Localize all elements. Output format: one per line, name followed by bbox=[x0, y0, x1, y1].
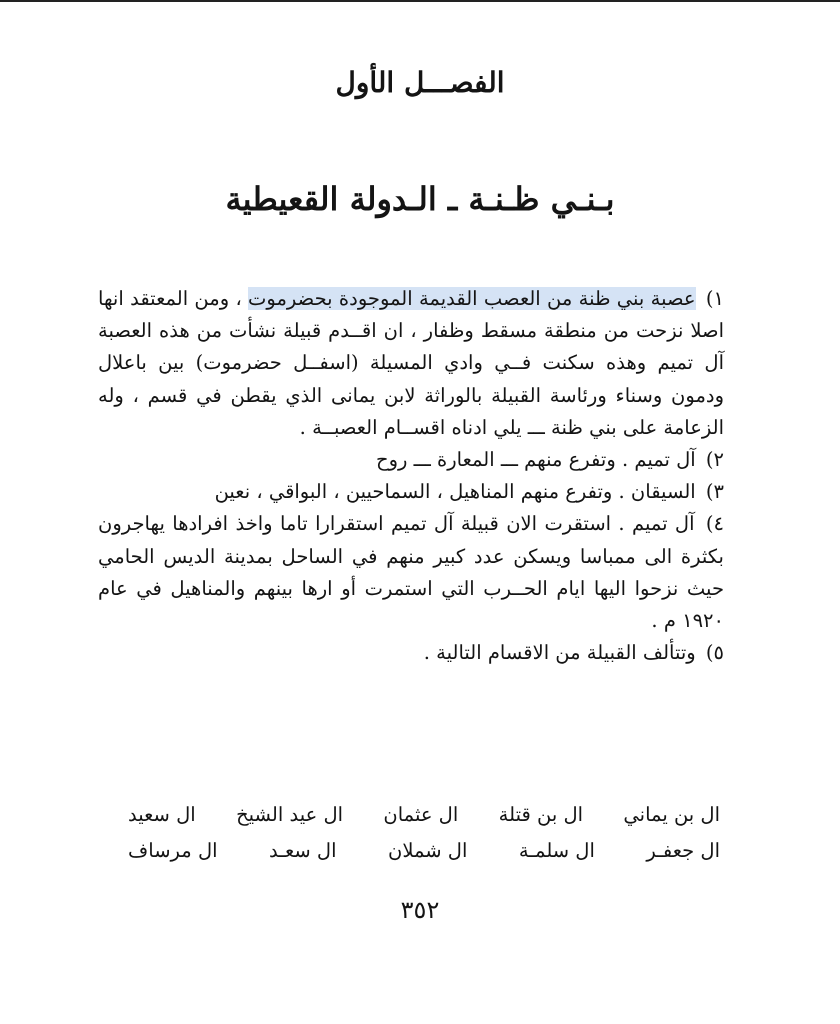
paragraph-number: ٢) bbox=[705, 448, 724, 472]
clan-row-1 bbox=[128, 797, 720, 833]
paragraph-text: ، ومن المعتقد انها اصلا نزحت من منطقة مسقط وظفار ، ان اقــدم قبيلة نشأت من هذه العصبة آل تميم وهذه سكنت فــي وادي المسيلة (اسفــل حضرموت) بين باعلال ودمون وسناء ورئاسة القبيلة بالوراثة لابن يمانى الذي يقطن في قسم ، وله الزعامة على بني ظنة ـــ يلي ادناه اقســام العصبــة . bbox=[98, 287, 724, 439]
paragraph-text: آل تميم . استقرت الان قبيلة آل تميم استقرارا تاما واخذ افرادها يهاجرون بكثرة الى ممباسا ويسكن عدد كبير منهم في الساحل بمدينة الديس الحامي حيث نزحوا اليها ايام الحــرب التي استمرت أو ارها بينهم والمناهيل في عام ١٩٢٠ م . bbox=[98, 512, 724, 633]
chapter-heading: الفصـــل الأول bbox=[335, 66, 505, 99]
clan-name: ال بن قتلة bbox=[498, 803, 584, 826]
body-text bbox=[98, 283, 724, 669]
clan-name: ال جعفـر bbox=[646, 839, 720, 862]
chapter-title: بـنـي ظـنـة ـ الـدولة القعيطية bbox=[225, 180, 615, 218]
clan-list bbox=[128, 797, 720, 869]
clan-name: ال سلمـة bbox=[518, 839, 595, 862]
clan-name: ال مرساف bbox=[128, 839, 218, 862]
clan-name: ال عيد الشيخ bbox=[236, 803, 344, 826]
paragraph-4 bbox=[98, 508, 724, 637]
paragraph-3 bbox=[98, 476, 724, 508]
paragraph-number: ٣) bbox=[705, 480, 724, 504]
paragraph-2 bbox=[98, 444, 724, 476]
clan-name: ال سعيد bbox=[128, 803, 196, 826]
paragraph-text: وتتألف القبيلة من الاقسام التالية . bbox=[423, 641, 696, 665]
page-number: ٣٥٢ bbox=[400, 896, 440, 924]
clan-row-2 bbox=[128, 833, 720, 869]
paragraph-text: آل تميم . وتفرع منهم ـــ المعارة ـــ روح bbox=[376, 448, 696, 472]
paragraph-text: السيقان . وتفرع منهم المناهيل ، السماحيين ، البواقي ، نعين bbox=[214, 480, 696, 504]
highlighted-text-selection[interactable]: عصبة بني ظنة من العصب القديمة الموجودة بحضرموت bbox=[248, 287, 696, 310]
clan-name: ال سعـد bbox=[269, 839, 337, 862]
paragraph-5 bbox=[98, 637, 724, 669]
clan-name: ال بن يماني bbox=[623, 803, 720, 826]
clan-name: ال عثمان bbox=[383, 803, 459, 826]
paragraph-number: ٤) bbox=[705, 512, 724, 536]
clan-name: ال شملان bbox=[388, 839, 468, 862]
paragraph-number: ١) bbox=[705, 287, 724, 310]
paragraph-1 bbox=[98, 283, 724, 444]
paragraph-number: ٥) bbox=[705, 641, 724, 665]
